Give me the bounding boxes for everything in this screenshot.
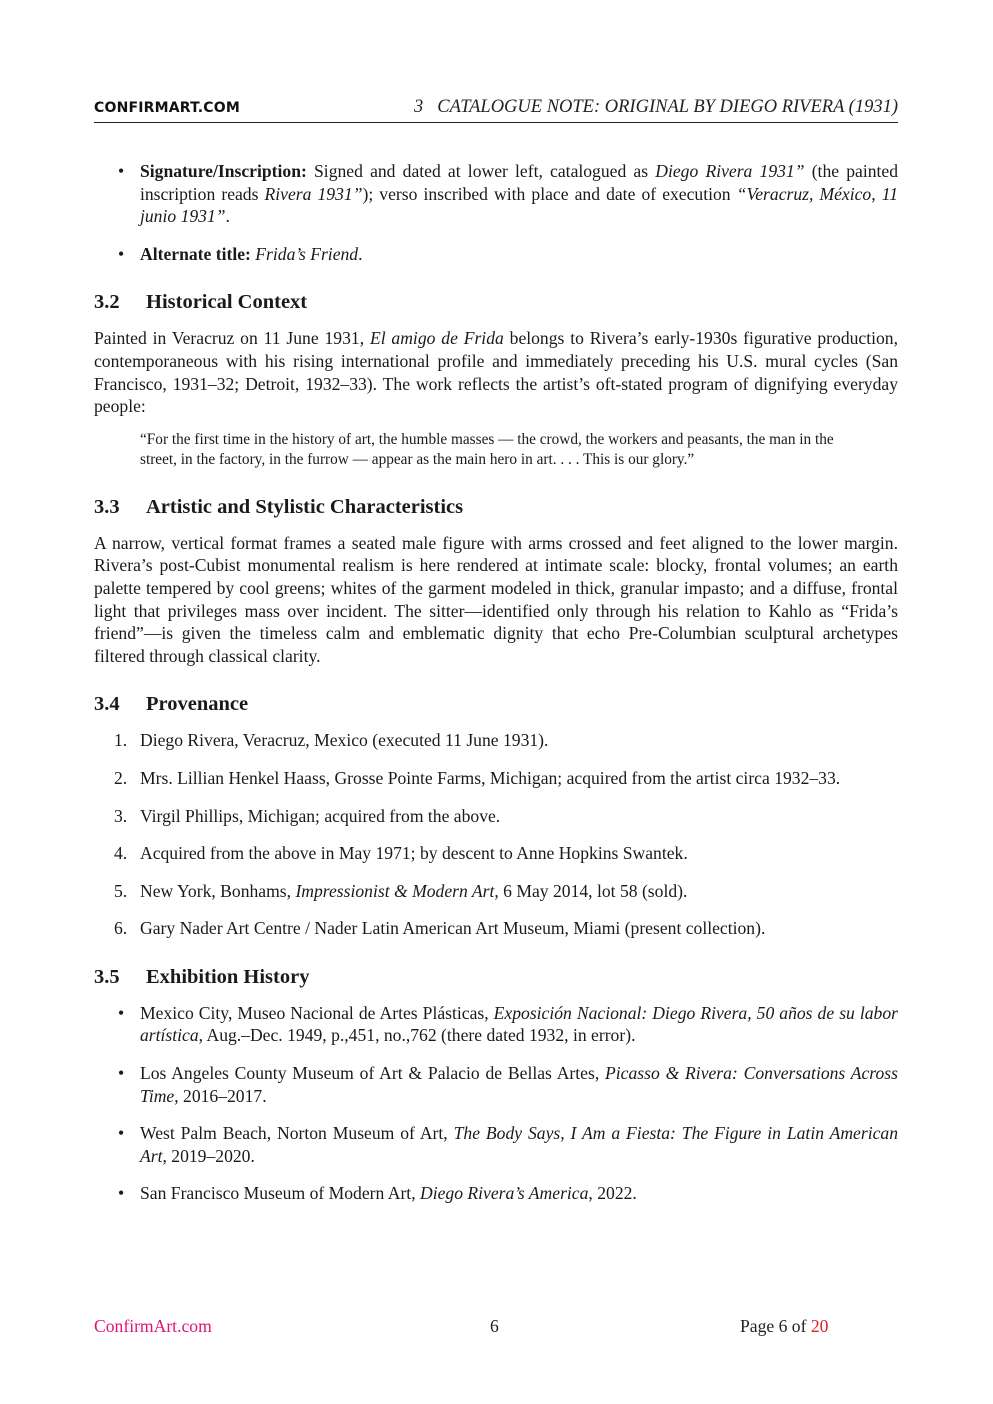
item-text: Mrs. Lillian Henkel Haass, Grosse Pointe Farms, Michigan; acquired from the artist circa 1932–33.	[140, 767, 841, 788]
para-text: belongs to Rivera’s early-1930s figurative production, contemporaneous with his rising international profile and immediately preceding his U.S. mural cycles (San Francisco, 1931–32; Detroit, 1932–33). The work reflects the artist’s oft-stated program of dignifying everyday people:	[94, 328, 898, 417]
section-heading-historical-context	[94, 289, 898, 315]
item-text: Mexico City, Museo Nacional de Artes Plásticas,	[140, 1002, 494, 1023]
item-italic: Impressionist & Modern Art	[295, 880, 495, 901]
site-logo: CONFIRMART.COM	[94, 100, 241, 116]
bullet-icon: •	[118, 1063, 125, 1084]
section-title: Artistic and Stylistic Characteristics	[146, 495, 464, 518]
item-italic: Rivera 1931”	[264, 183, 363, 204]
details-list	[94, 160, 898, 265]
item-text: .	[225, 206, 230, 227]
rivera-quote: “For the first time in the history of art, the humble masses — the crowd, the workers and peasants, the man in the street, in the factory, in the furrow — appear as the main hero in art. . . . This is our glory.”	[140, 430, 834, 468]
bullet-icon: •	[118, 1183, 125, 1204]
item-number: 1.	[114, 730, 128, 751]
item-text: (the painted inscription reads	[140, 161, 899, 204]
section-number: 3.5	[94, 965, 120, 988]
section-number: 3.3	[94, 495, 120, 518]
exhibition-title: The Body Says, I Am a Fiesta: The Figure in Latin American Art	[140, 1123, 898, 1166]
list-item	[94, 1122, 898, 1167]
provenance-list	[94, 729, 898, 940]
list-item	[94, 160, 898, 228]
main-content	[94, 160, 898, 1220]
exhibition-title: Diego Rivera’s America	[420, 1183, 589, 1204]
section-number: 3.4	[94, 693, 120, 716]
item-number: 6.	[114, 918, 128, 939]
item-number: 3.	[114, 805, 128, 826]
footer-site-link[interactable]: ConfirmArt.com	[94, 1316, 212, 1336]
item-text: Acquired from the above in May 1971; by descent to Anne Hopkins Swantek.	[140, 843, 688, 864]
historical-context-paragraph	[94, 327, 898, 417]
exhibition-title: Exposición Nacional: Diego Rivera, 50 años de su labor artística	[140, 1002, 898, 1046]
list-item	[94, 243, 898, 266]
item-text: , Aug.–Dec. 1949, p.,451, no.,762 (there dated 1932, in error).	[198, 1025, 636, 1046]
item-italic: “Veracruz, México, 11 junio 1931”	[140, 183, 898, 227]
bullet-icon: •	[118, 243, 125, 264]
running-section-title	[414, 97, 898, 118]
item-text: ); verso inscribed with place and date of execution	[362, 183, 737, 204]
section-heading-exhibition-history	[94, 964, 898, 990]
item-text: Signed and dated at lower left, catalogued as	[306, 161, 656, 181]
exhibition-list	[94, 1002, 898, 1205]
item-italic: Frida’s Friend	[255, 243, 359, 264]
para-text: Painted in Veracruz on 11 June 1931,	[94, 328, 370, 349]
item-text: Gary Nader Art Centre / Nader Latin American Art Museum, Miami (present collection).	[140, 918, 766, 939]
item-text: Virgil Phillips, Michigan; acquired from the above.	[140, 805, 501, 826]
document-page	[94, 0, 898, 1404]
exhibition-title: Picasso & Rivera: Conversations Across Time	[140, 1063, 898, 1106]
page-footer	[94, 1316, 898, 1340]
item-text: West Palm Beach, Norton Museum of Art,	[140, 1123, 454, 1144]
section-heading-provenance	[94, 691, 898, 717]
artwork-title: El amigo de Frida	[369, 328, 504, 349]
list-item	[94, 1182, 898, 1205]
footer-page-number: 6	[490, 1316, 499, 1336]
section-title: Historical Context	[146, 291, 308, 314]
list-item	[94, 1062, 898, 1107]
running-header	[94, 96, 898, 123]
list-item	[94, 729, 898, 752]
item-text: San Francisco Museum of Modern Art,	[140, 1183, 420, 1204]
running-section-text: CATALOGUE NOTE: ORIGINAL BY DIEGO RIVERA (1931)	[437, 97, 898, 117]
item-text: , 2019–2020.	[162, 1145, 255, 1166]
list-item	[94, 917, 898, 940]
item-text: , 2022.	[588, 1183, 637, 1204]
list-item	[94, 805, 898, 828]
bullet-icon: •	[118, 1002, 125, 1023]
section-heading-artistic-characteristics	[94, 494, 898, 520]
item-text: Diego Rivera, Veracruz, Mexico (executed 11 June 1931).	[140, 730, 549, 751]
bullet-icon: •	[118, 161, 125, 181]
artistic-characteristics-paragraph: A narrow, vertical format frames a seated male figure with arms crossed and feet aligned to the lower margin. Rivera’s post-Cubist monumental realism is here rendered at intimate scale: blocky, frontal volumes; an earth palette tempered by cool greens; whites of the garment modeled in thick, granular impasto; and a diffuse, frontal light that privileges mass over incident. The sitter—identified only through his relation to Kahlo as “Frida’s friend”—is given the timeless calm and emblematic dignity that echo Pre-Columbian sculptural archetypes filtered through classical clarity.	[94, 532, 898, 666]
item-text: .	[358, 243, 363, 264]
bullet-icon: •	[118, 1123, 125, 1144]
item-text: Los Angeles County Museum of Art & Palacio de Bellas Artes,	[140, 1063, 606, 1084]
item-number: 4.	[114, 843, 128, 864]
item-italic: Diego Rivera 1931”	[655, 161, 805, 181]
list-item	[94, 880, 898, 903]
section-title: Exhibition History	[146, 965, 310, 988]
running-section-number: 3	[413, 97, 424, 117]
section-number: 3.2	[94, 291, 120, 314]
item-number: 2.	[114, 767, 128, 788]
item-text: , 6 May 2014, lot 58 (sold).	[494, 880, 688, 901]
item-text: , 2016–2017.	[174, 1085, 267, 1106]
item-label: Alternate title:	[140, 243, 251, 264]
section-title: Provenance	[146, 693, 249, 716]
page-total-link[interactable]: 20	[810, 1316, 829, 1336]
list-item	[94, 842, 898, 865]
item-text: New York, Bonhams,	[140, 880, 296, 901]
footer-page-count	[740, 1316, 828, 1337]
item-label: Signature/Inscription:	[140, 161, 307, 181]
list-item	[94, 1002, 898, 1047]
item-number: 5.	[114, 880, 128, 901]
page-count-prefix: Page 6 of	[740, 1316, 811, 1336]
list-item	[94, 767, 898, 790]
